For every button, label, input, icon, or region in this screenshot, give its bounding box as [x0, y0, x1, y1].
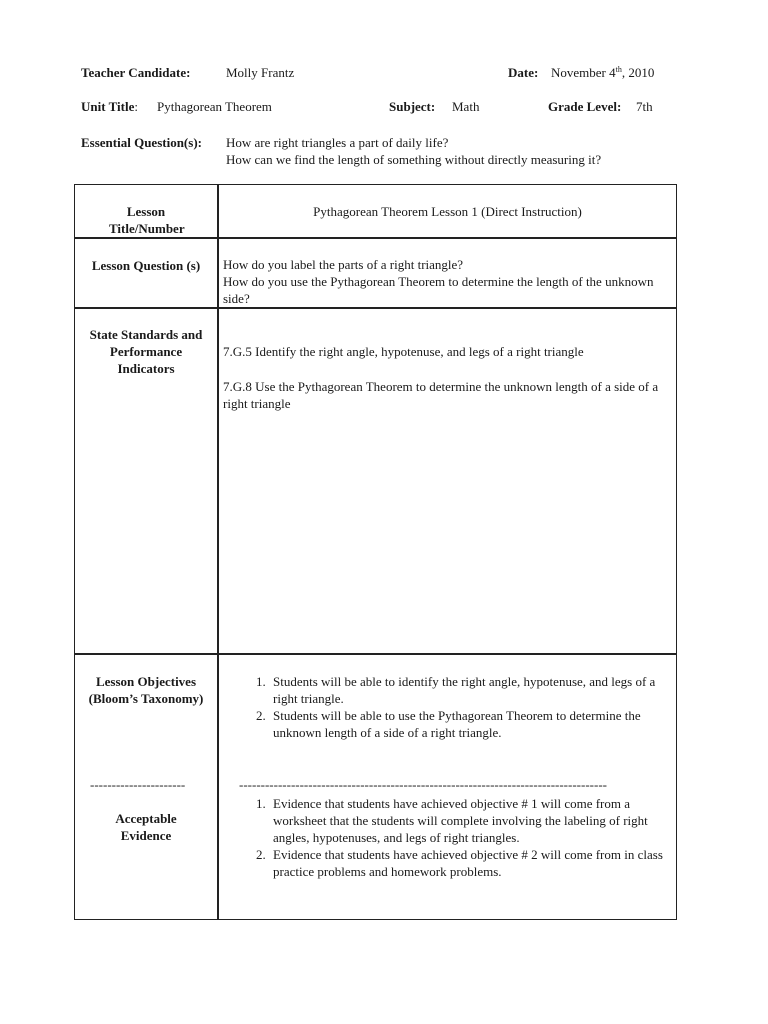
- lesson-question-values: [223, 256, 669, 307]
- lesson-objectives-list: [225, 673, 665, 741]
- separator-right: -------------------------------------------------------------------------------------: [239, 777, 607, 792]
- date-label: Date:: [508, 65, 539, 80]
- lesson-title-value: Pythagorean Theorem Lesson 1 (Direct Instruction): [313, 204, 582, 219]
- teacher-candidate-label: Teacher Candidate:: [81, 65, 191, 80]
- unit-title-label: Unit Title:: [81, 99, 138, 114]
- evidence-item: 1. Evidence that students have achieved objective # 1 will come from a worksheet that the students will complete involving the labeling of right angles, hypotenuses, and legs of right triangles.: [269, 795, 665, 846]
- grade-level-value: 7th: [636, 99, 653, 114]
- lesson-question-1: How do you label the parts of a right triangle?: [223, 257, 464, 272]
- subject-value: Math: [452, 99, 480, 114]
- state-standard-1: 7.G.5 Identify the right angle, hypotenuse, and legs of a right triangle: [223, 344, 584, 359]
- objective-item: 2. Students will be able to use the Pythagorean Theorem to determine the unknown length of a side of a right triangle.: [269, 707, 665, 741]
- lesson-question-label: Lesson Question (s): [91, 258, 201, 273]
- date-value: November 4th, 2010: [551, 65, 655, 80]
- row-divider-2: [75, 307, 676, 309]
- evidence-item: 2. Evidence that students have achieved objective # 2 will come from in class practice problems and homework problems.: [269, 846, 665, 880]
- objective-item: 1. Students will be able to identify the right angle, hypotenuse, and legs of a right triangle.: [269, 673, 665, 707]
- teacher-candidate-value: Molly Frantz: [226, 65, 295, 80]
- subject-label: Subject:: [389, 99, 436, 114]
- row-divider-3: [75, 653, 676, 655]
- essential-question-label: Essential Question(s):: [81, 135, 202, 150]
- column-divider: [217, 185, 219, 919]
- row-divider-1: [75, 237, 676, 239]
- state-standard-2: 7.G.8 Use the Pythagorean Theorem to determine the unknown length of a side of a right triangle: [223, 379, 659, 411]
- separator-left: ----------------------: [90, 777, 186, 792]
- lesson-title-label: Lesson Title/Number: [109, 204, 185, 236]
- lesson-question-2: How do you use the Pythagorean Theorem to determine the length of the unknown side?: [223, 274, 654, 306]
- acceptable-evidence-list: [225, 795, 665, 880]
- grade-level-label: Grade Level:: [548, 99, 622, 114]
- essential-question-1: How are right triangles a part of daily life?: [226, 135, 449, 150]
- unit-title-value: Pythagorean Theorem: [157, 99, 272, 114]
- lesson-objectives-label: Lesson Objectives (Bloom’s Taxonomy): [88, 674, 204, 706]
- state-standards-label: State Standards and Performance Indicators: [89, 327, 203, 376]
- lesson-plan-table: [74, 184, 677, 920]
- acceptable-evidence-label: Acceptable Evidence: [115, 811, 177, 843]
- essential-question-2: How can we find the length of something without directly measuring it?: [226, 152, 602, 167]
